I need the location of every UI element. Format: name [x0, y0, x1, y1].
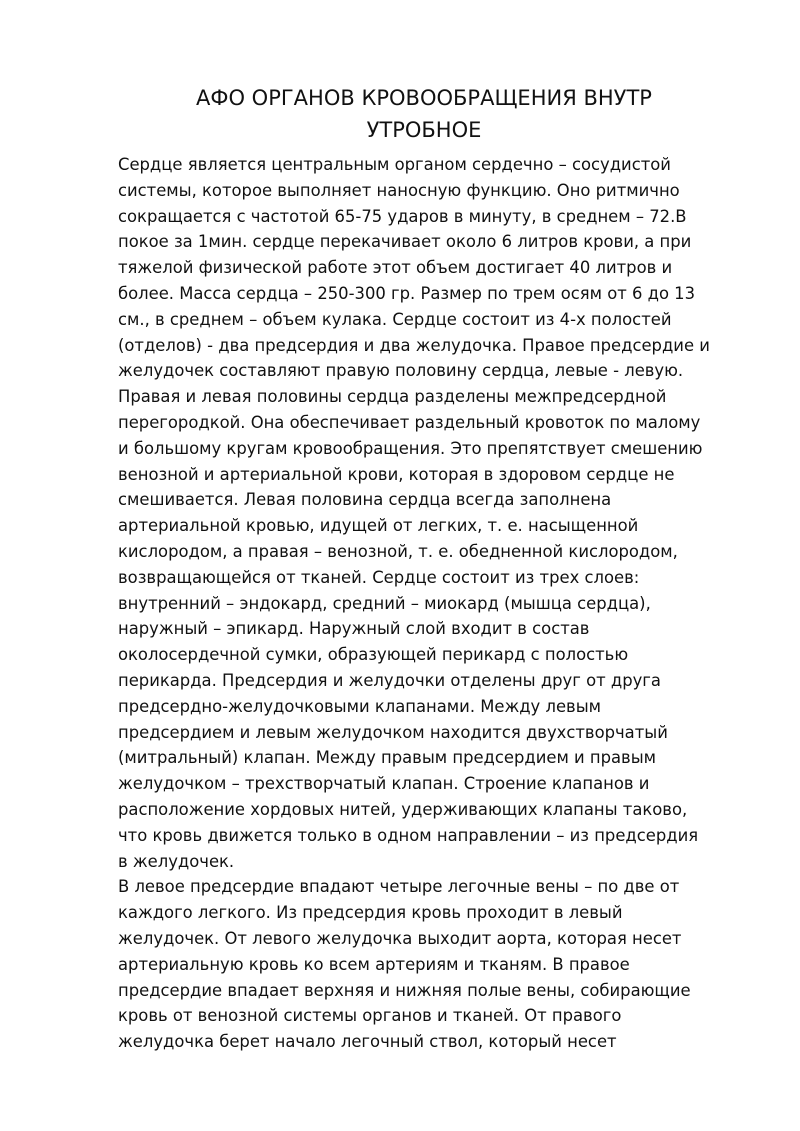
text-line: желудочка берет начало легочный ствол, который несет — [118, 1032, 617, 1052]
text-line: околосердечной сумки, образующей перикард с полостью — [118, 645, 629, 665]
text-line: перикарда. Предсердия и желудочки отделены друг от друга — [118, 670, 661, 690]
text-line: желудочек. От левого желудочка выходит аорта, которая несет — [118, 928, 682, 948]
page-title — [118, 82, 730, 146]
text-line: (отделов) - два предсердия и два желудочка. Правое предсердие и — [118, 335, 710, 355]
text-line: сокращается с частотой 65-75 ударов в минуту, в среднем – 72.В — [118, 206, 687, 226]
text-line: каждого легкого. Из предсердия кровь проходит в левый — [118, 903, 623, 923]
text-line: кровь от венозной системы органов и тканей. От правого — [118, 1006, 622, 1026]
text-line: желудочек составляют правую половину сердца, левые - левую. — [118, 361, 684, 381]
text-line: (митральный) клапан. Между правым предсердием и правым — [118, 748, 657, 768]
body-text — [118, 152, 758, 1055]
text-line: наружный – эпикард. Наружный слой входит в состав — [118, 619, 590, 639]
text-line: предсердием и левым желудочком находится двухстворчатый — [118, 722, 668, 742]
text-line: возвращающейся от тканей. Сердце состоит из трех слоев: — [118, 567, 640, 587]
text-line: тяжелой физической работе этот объем достигает 40 литров и — [118, 258, 673, 278]
text-line: внутренний – эндокард, средний – миокард (мышца сердца), — [118, 593, 651, 613]
text-line: системы, которое выполняет наносную функцию. Оно ритмично — [118, 180, 680, 200]
text-line: артериальную кровь ко всем артериям и тканям. В правое — [118, 954, 630, 974]
text-line: что кровь движется только в одном направлении – из предсердия — [118, 825, 699, 845]
text-line: артериальной кровью, идущей от легких, т. е. насыщенной — [118, 516, 639, 536]
text-line: желудочком – трехстворчатый клапан. Строение клапанов и — [118, 774, 650, 794]
text-line: расположение хордовых нитей, удерживающих клапаны таково, — [118, 799, 688, 819]
text-line: предсердно-желудочковыми клапанами. Между левым — [118, 696, 601, 716]
title-line: УТРОБНОЕ — [366, 118, 482, 142]
text-line: кислородом, а правая – венозной, т. е. обедненной кислородом, — [118, 541, 678, 561]
text-line: см., в среднем – объем кулака. Сердце состоит из 4-х полостей — [118, 309, 672, 329]
text-line: В левое предсердие впадают четыре легочные вены – по две от — [118, 877, 680, 897]
text-line: более. Масса сердца – 250-300 гр. Размер по трем осям от 6 до 13 — [118, 283, 696, 303]
text-line: в желудочек. — [118, 851, 235, 871]
text-line: и большому кругам кровообращения. Это препятствует смешению — [118, 438, 703, 458]
text-line: Правая и левая половины сердца разделены межпредсердной — [118, 387, 667, 407]
text-line: Сердце является центральным органом сердечно – сосудистой — [118, 155, 671, 174]
text-line: венозной и артериальной крови, которая в здоровом сердце не — [118, 464, 675, 484]
text-line: покое за 1мин. сердце перекачивает около 6 литров крови, а при — [118, 232, 692, 252]
text-line: перегородкой. Она обеспечивает раздельный кровоток по малому — [118, 412, 701, 432]
title-line: АФО ОРГАНОВ КРОВООБРАЩЕНИЯ ВНУТР — [196, 86, 652, 110]
text-line: смешивается. Левая половина сердца всегда заполнена — [118, 490, 612, 510]
text-line: предсердие впадает верхняя и нижняя полые вены, собирающие — [118, 980, 691, 1000]
